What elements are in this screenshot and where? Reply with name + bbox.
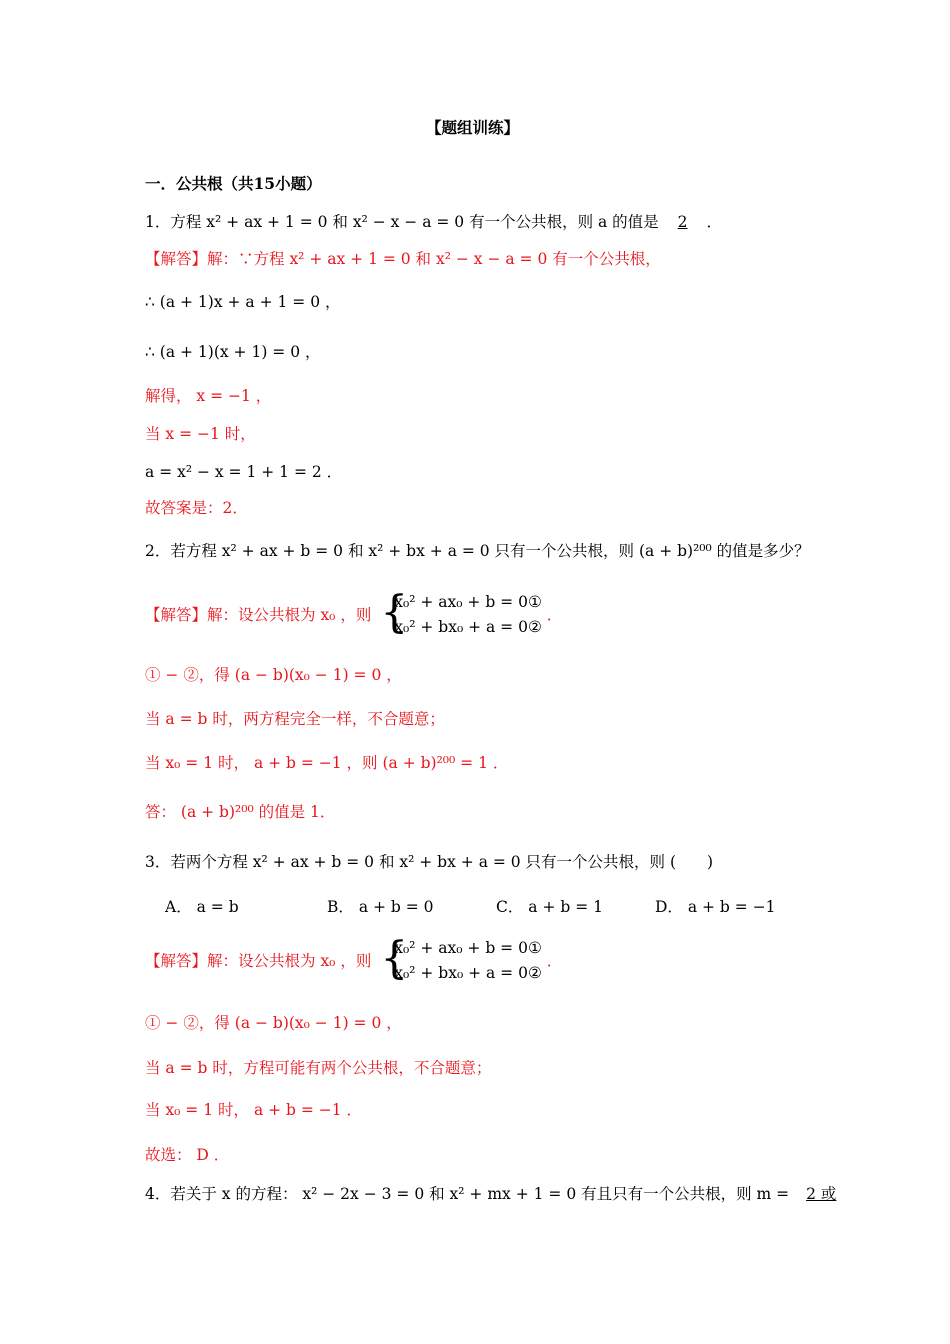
q3-solution-line-1	[145, 933, 563, 988]
equation-1: x₀² + ax₀ + b = 0①	[394, 939, 542, 957]
question-1-end: ．	[706, 213, 722, 231]
q3-solution-line-2: ① − ②，得 (a − b)(x₀ − 1) = 0 ，	[145, 1014, 402, 1032]
q3-solution-line-4: 当 x₀ = 1 时， a + b = −1 ．	[145, 1101, 363, 1119]
equation-2: x₀² + bx₀ + a = 0②	[394, 964, 542, 982]
question-4-text: 4．若关于 x 的方程： x² − 2x − 3 = 0 和 x² + mx + 1 = 0 有且只有一个公共根，则 m =	[145, 1185, 790, 1203]
system-end: ．	[546, 606, 563, 624]
question-2: 2．若方程 x² + ax + b = 0 和 x² + bx + a = 0 只有一个公共根，则 (a + b)²⁰⁰ 的值是多少？	[145, 542, 810, 560]
question-4	[145, 1184, 836, 1204]
q2-solution-line-3: 当 a = b 时，两方程完全一样，不合题意；	[145, 710, 445, 728]
system-end: ．	[546, 952, 563, 970]
question-1-text: 1．方程 x² + ax + 1 = 0 和 x² − x − a = 0 有一个公共根，则 a 的值是	[145, 213, 659, 231]
q2-solution-line-2: ① − ②，得 (a − b)(x₀ − 1) = 0 ，	[145, 666, 402, 684]
equation-1: x₀² + ax₀ + b = 0①	[394, 593, 542, 611]
solution-intro: 设公共根为 x₀ ，则	[238, 952, 372, 970]
q1-solution-line-1	[145, 249, 661, 269]
option-a: A． a = b	[165, 898, 239, 916]
solution-text: ∵方程 x² + ax + 1 = 0 和 x² − x − a = 0 有一个公共根，	[238, 250, 661, 268]
option-c: C． a + b = 1	[496, 898, 603, 916]
equation-2: x₀² + bx₀ + a = 0②	[394, 618, 542, 636]
q3-solution-line-3: 当 a = b 时，方程可能有两个公共根，不合题意；	[145, 1059, 492, 1077]
solution-tag: 【解答】解：	[145, 606, 239, 624]
q2-solution-line-5: 答： (a + b)²⁰⁰ 的值是 1．	[145, 803, 336, 821]
option-d: D． a + b = −1	[655, 898, 776, 916]
question-1	[145, 212, 722, 232]
solution-tag: 【解答】解：	[145, 250, 239, 268]
q1-solution-line-5: 当 x = −1 时，	[145, 425, 256, 443]
q1-solution-line-6: a = x² − x = 1 + 1 = 2 ．	[145, 463, 343, 481]
q1-solution-line-2: ∴ (a + 1)x + a + 1 = 0 ，	[145, 293, 341, 311]
question-3: 3．若两个方程 x² + ax + b = 0 和 x² + bx + a = 0 只有一个公共根，则 ( )	[145, 853, 714, 871]
brace-icon: {	[380, 933, 409, 984]
q1-solution-line-3: ∴ (a + 1)(x + 1) = 0 ，	[145, 343, 321, 361]
q2-solution-line-4: 当 x₀ = 1 时， a + b = −1 ，则 (a + b)²⁰⁰ = 1 ．	[145, 754, 509, 772]
brace-icon: {	[380, 587, 409, 638]
question-4-answer: 2 或	[806, 1185, 837, 1203]
question-1-answer: 2	[677, 213, 688, 231]
q3-solution-line-5: 故选： D ．	[145, 1146, 230, 1164]
solution-intro: 设公共根为 x₀ ，则	[238, 606, 372, 624]
solution-tag: 【解答】解：	[145, 952, 239, 970]
equation-system	[380, 933, 542, 986]
equation-system	[380, 587, 542, 640]
q2-solution-line-1	[145, 587, 563, 642]
option-b: B． a + b = 0	[327, 898, 434, 916]
section-title: 一．公共根（共15小题）	[145, 174, 322, 193]
page-header: 【题组训练】	[426, 118, 520, 137]
q1-solution-line-7: 故答案是：2．	[145, 499, 248, 517]
q1-solution-line-4: 解得， x = −1 ，	[145, 387, 272, 405]
